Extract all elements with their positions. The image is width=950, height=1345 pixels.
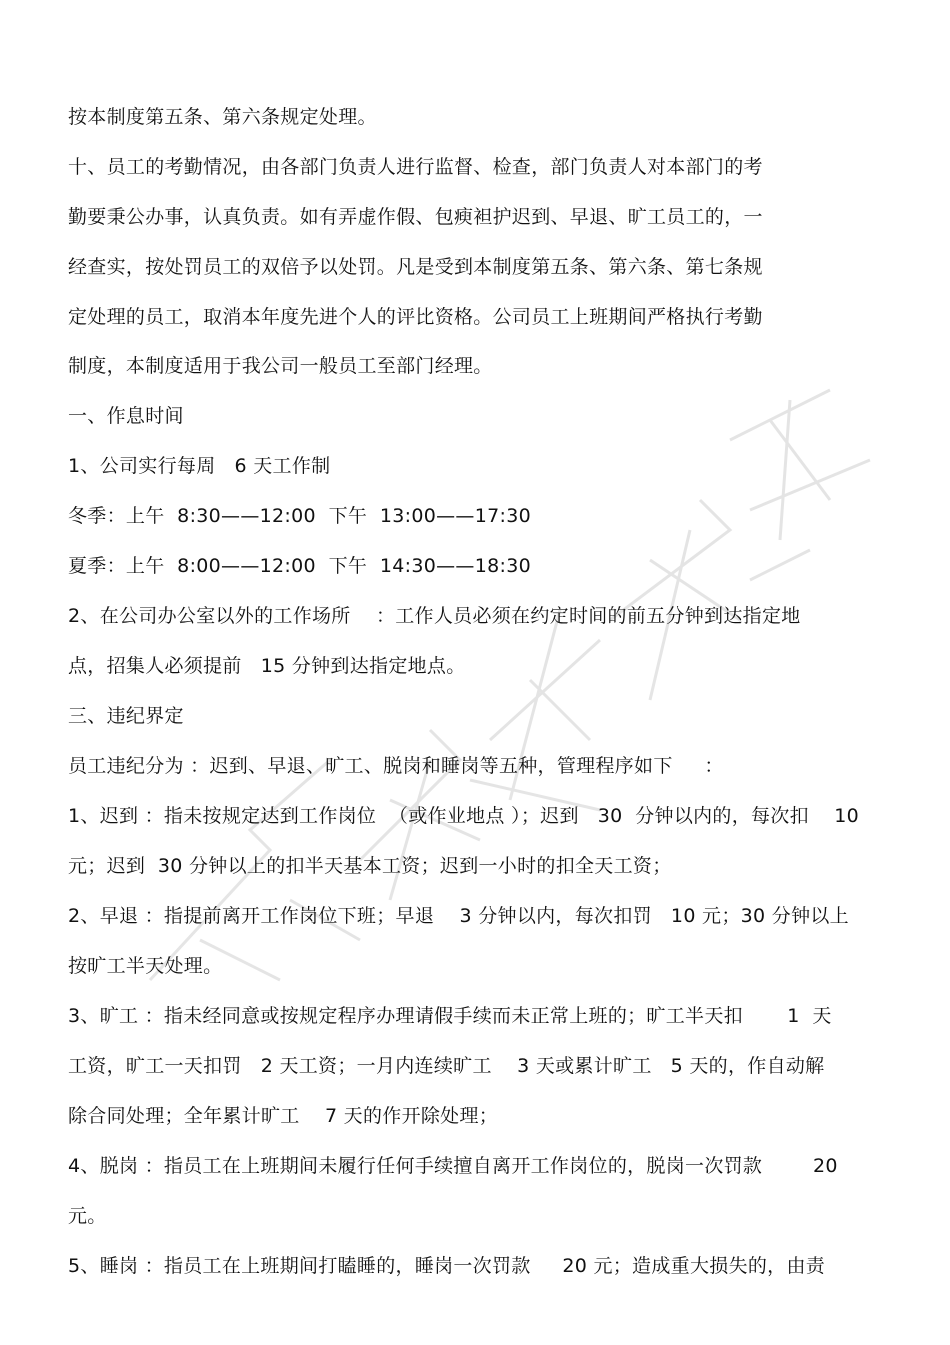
text-line: 按本制度第五条、第六条规定处理。 — [68, 106, 377, 128]
text-line: 工资，旷工一天扣罚 2 天工资；一月内连续旷工 3 天或累计旷工 5 天的，作自动解 — [68, 1055, 825, 1077]
text-line: 除合同处理；全年累计旷工 7 天的作开除处理； — [68, 1105, 499, 1127]
text-line: 1、公司实行每周 6 天工作制 — [68, 455, 331, 477]
text-line: 元；迟到 30 分钟以上的扣半天基本工资；迟到一小时的扣全天工资； — [68, 855, 672, 877]
text-line: 5、睡岗 ：指员工在上班期间打瞌睡的，睡岗一次罚款 20 元；造成重大损失的，由责 — [68, 1255, 826, 1277]
text-line: 2、早退 ：指提前离开工作岗位下班；早退 3 分钟以内，每次扣罚 10 元；30 分钟以上 — [68, 905, 849, 927]
text-line: 经查实，按处罚员工的双倍予以处罚。凡是受到本制度第五条、第六条、第七条规 — [68, 256, 763, 278]
text-line: 点，招集人必须提前 15 分钟到达指定地点。 — [68, 655, 466, 677]
text-line: 十、员工的考勤情况，由各部门负责人进行监督、检查，部门负责人对本部门的考 — [68, 156, 763, 178]
text-line: 定处理的员工，取消本年度先进个人的评比资格。公司员工上班期间严格执行考勤 — [68, 306, 763, 328]
text-line: 勤要秉公办事，认真负责。如有弄虚作假、包瘐袒护迟到、早退、旷工员工的，一 — [68, 206, 763, 228]
section-heading: 三、违纪界定 — [68, 705, 184, 727]
schedule-summer: 夏季：上午 8:00——12:00 下午 14:30——18:30 — [68, 555, 531, 577]
text-line: 制度，本制度适用于我公司一般员工至部门经理。 — [68, 355, 493, 377]
text-line: 1、迟到 ：指未按规定达到工作岗位 （或作业地点 ）；迟到 30 分钟以内的，每次扣 10 — [68, 805, 860, 827]
text-line: 3、旷工 ：指未经同意或按规定程序办理请假手续而未正常上班的；旷工半天扣 1 天 — [68, 1005, 832, 1027]
text-line: 元。 — [68, 1205, 107, 1227]
text-line: 按旷工半天处理。 — [68, 955, 223, 977]
schedule-winter: 冬季：上午 8:30——12:00 下午 13:00——17:30 — [68, 505, 531, 527]
section-heading: 一、作息时间 — [68, 405, 184, 427]
text-line: 员工违纪分为 ：迟到、早退、旷工、脱岗和睡岗等五种，管理程序如下 ： — [68, 755, 724, 777]
text-line: 4、脱岗 ：指员工在上班期间未履行任何手续擅自离开工作岗位的，脱岗一次罚款 20 — [68, 1155, 838, 1177]
text-line: 2、在公司办公室以外的工作场所 ：工作人员必须在约定时间的前五分钟到达指定地 — [68, 605, 801, 627]
